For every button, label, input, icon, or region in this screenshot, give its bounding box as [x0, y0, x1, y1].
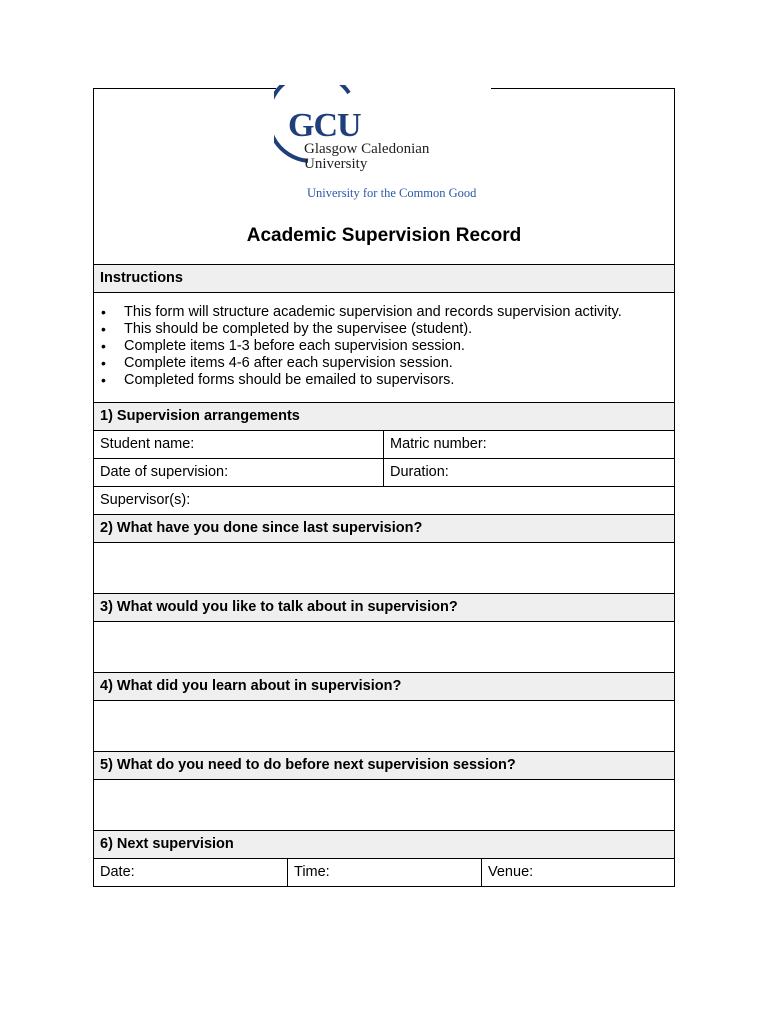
section-3-heading: 3) What would you like to talk about in supervision? [100, 599, 458, 615]
page-title: Academic Supervision Record [246, 225, 522, 246]
logo-name-line-2: University [304, 156, 368, 172]
section-4-header [93, 673, 675, 701]
section-4-heading: 4) What did you learn about in supervision? [100, 678, 402, 694]
section-2-heading: 2) What have you done since last supervision? [100, 520, 423, 536]
instruction-item: • Complete items 1-3 before each supervision session. [124, 338, 674, 355]
section-1-heading: 1) Supervision arrangements [100, 408, 300, 424]
section-5-answer-field[interactable] [93, 780, 675, 831]
section-4-answer-field[interactable] [93, 701, 675, 752]
next-venue-field[interactable]: Venue: [488, 864, 534, 880]
section-1-header [93, 403, 675, 431]
section-5-heading: 5) What do you need to do before next supervision session? [100, 757, 516, 773]
instructions-header [93, 265, 675, 293]
logo-name-line-1: Glasgow Caledonian [304, 141, 430, 157]
matric-number-field[interactable]: Matric number: [390, 436, 487, 452]
section-3-answer-field[interactable] [93, 622, 675, 673]
section-2-answer-field[interactable] [93, 543, 675, 594]
student-name-field[interactable]: Student name: [94, 431, 384, 458]
section-1-row-2 [93, 459, 675, 487]
section-6-heading: 6) Next supervision [100, 836, 234, 852]
section-1-row-3 [93, 487, 675, 515]
instructions-heading: Instructions [100, 270, 183, 286]
supervision-form [93, 88, 675, 887]
gcu-logo [274, 85, 499, 210]
next-time-field[interactable]: Time: [288, 859, 482, 886]
section-5-header [93, 752, 675, 780]
instructions-list [94, 293, 674, 389]
instruction-item: • Complete items 4-6 after each supervision session. [124, 355, 674, 372]
logo-acronym: GCU [288, 107, 361, 144]
form-header [93, 88, 675, 265]
section-1-row-1 [93, 431, 675, 459]
next-date-field[interactable]: Date: [94, 859, 288, 886]
section-3-header [93, 594, 675, 622]
section-6-header [93, 831, 675, 859]
date-of-supervision-field[interactable]: Date of supervision: [94, 459, 384, 486]
instruction-item: • This should be completed by the supervisee (student). [124, 321, 674, 338]
instructions-body [93, 293, 675, 403]
instruction-item: • Completed forms should be emailed to supervisors. [124, 372, 674, 389]
instruction-item: • This form will structure academic supervision and records supervision activity. [124, 304, 674, 321]
supervisors-field[interactable]: Supervisor(s): [100, 492, 191, 508]
section-6-row [93, 859, 675, 887]
section-2-header [93, 515, 675, 543]
logo-tagline: University for the Common Good [307, 186, 477, 200]
duration-field[interactable]: Duration: [390, 464, 449, 480]
